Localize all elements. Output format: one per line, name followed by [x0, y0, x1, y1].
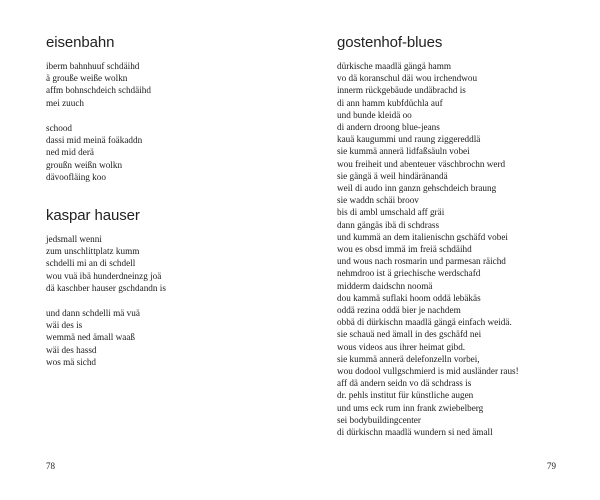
poem-line: midderm daidschn noomä — [337, 280, 433, 291]
poem-line: ä grouße weiße wolkn — [46, 73, 128, 84]
stanza-kaspar-hauser-2 — [46, 307, 140, 368]
poem-line: iberm bahnhuuf schdäihd — [46, 61, 140, 71]
poem-line: schdelli mi an di schdell — [46, 258, 136, 269]
poem-line: sie kummä annerä delefonzelln vorbei, — [337, 353, 480, 364]
poem-title-kaspar-hauser: kaspar hauser — [46, 207, 140, 224]
page-number-right: 79 — [547, 461, 556, 471]
poem-line: oddä rezina oddä bier je nachdem — [337, 305, 461, 316]
poem-line: di ann hamm kubfdüchla auf — [337, 97, 443, 108]
poem-line: mei zuuch — [46, 97, 85, 108]
poem-line: schood — [46, 123, 73, 133]
poem-line: weil di audo inn ganzn gehschdeich braung — [337, 183, 497, 194]
poem-line: und wous nach rosmarin und parmesan räichd — [337, 256, 506, 267]
poem-line: sie kummä annerä lidfaßsäuln vobei — [337, 146, 470, 157]
poem-line: und bunde kleidä oo — [337, 109, 412, 120]
poem-line: di andern droong blue-jeans — [337, 122, 440, 133]
poem-line: wou freiheit und abenteuer väschbrochn werd — [337, 158, 506, 169]
poem-line: zum unschlittplatz kumm — [46, 246, 140, 257]
poem-line: nehmdroo ist ä griechische werdschafd — [337, 268, 481, 279]
stanza-eisenbahn-1 — [46, 60, 151, 109]
poem-line: und ums eck rum inn frank zwiebelberg — [337, 402, 484, 413]
poem-line: dürkische maadlä gängä hamm — [337, 61, 452, 71]
poem-line: wäi des hassd — [46, 344, 97, 355]
right-page — [300, 0, 600, 500]
poem-line: sie schauä ned ämall in des gschäfd nei — [337, 329, 482, 340]
poem-line: wäi des is — [46, 320, 83, 331]
poem-line: jedsmall wenni — [46, 234, 102, 244]
poem-line: di dürkischn maadlä wundern si ned ämall — [337, 427, 493, 438]
poem-line: groußn weißn wolkn — [46, 159, 123, 170]
poem-line: wou vuä ibä hunderdneinzg joä — [46, 270, 162, 281]
poem-line: affm bohnschdeich schdäihd — [46, 85, 151, 96]
poem-line: innerm rückgebäude undäbrachd is — [337, 85, 466, 96]
poem-line: wou dodool vullgschmierd is mid ausländer raus! — [337, 366, 519, 377]
poem-line: dou kammä suflaki hoom oddä lebäkäs — [337, 292, 481, 303]
poem-line: sie waddn schäi broov — [337, 195, 419, 206]
poem-line: wos mä sichd — [46, 356, 97, 367]
poem-title-eisenbahn: eisenbahn — [46, 34, 115, 51]
poem-line: sei bodybuildingcenter — [337, 414, 421, 425]
page-number-left: 78 — [46, 461, 55, 471]
poem-line: dann gängäs ibä di schdrass — [337, 219, 440, 230]
poem-line: dr. pehls institut für künstliche augen — [337, 390, 474, 401]
stanza-kaspar-hauser-1 — [46, 233, 166, 294]
poem-line: obbä di dürkischn maadlä gängä einfach weidä. — [337, 317, 512, 328]
poem-line: dassi mid meinä foäkaddn — [46, 135, 143, 146]
poem-line: sie gängä ä weil hindäränandä — [337, 170, 448, 181]
poem-title-gostenhof-blues: gostenhof-blues — [337, 34, 443, 51]
poem-line: und dann schdelli mä vuä — [46, 308, 140, 318]
stanza-gostenhof-blues-1 — [337, 60, 519, 438]
poem-line: kauä kaugummi und raung ziggereddlä — [337, 134, 481, 145]
poem-line: und kummä an dem italienischn gschäfd vobei — [337, 231, 508, 242]
poem-line: ned mid derä — [46, 147, 94, 158]
stanza-eisenbahn-2 — [46, 122, 142, 183]
poem-line: dävoofläing koo — [46, 171, 106, 182]
poem-line: dä kaschber hauser gschdandn is — [46, 282, 166, 293]
poem-line: wemmä ned ämall waaß — [46, 332, 136, 343]
poem-line: vo dä koranschul däi wou irchendwou — [337, 73, 478, 84]
poem-line: wou es obsd immä im freiä schdäihd — [337, 244, 472, 255]
poem-line: wous videos aus ihrer heimat gibd. — [337, 341, 466, 352]
poem-line: bis di ambl umschald aff gräi — [337, 207, 445, 218]
poem-line: aff dä andern seidn vo dä schdrass is — [337, 378, 472, 389]
